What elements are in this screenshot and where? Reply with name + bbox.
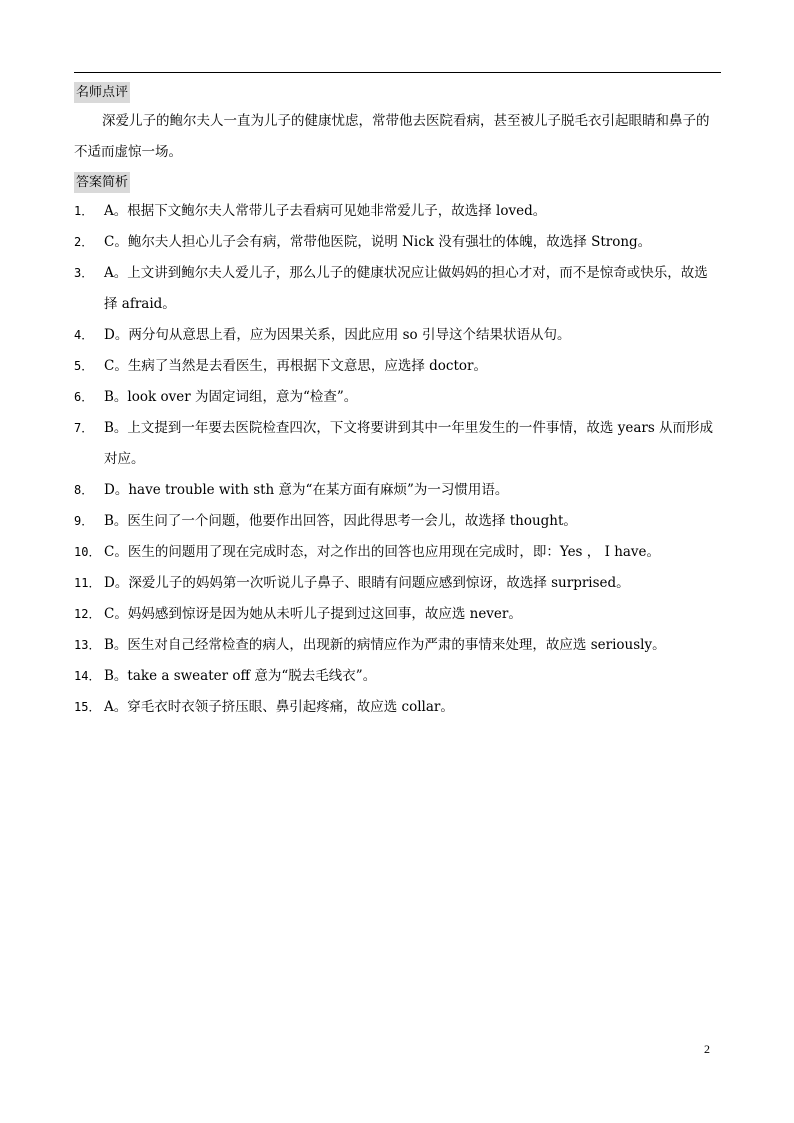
answer-text: C。妈妈感到惊讶是因为她从未听儿子提到过这回事，故应选 never。 [104, 606, 522, 622]
answer-item [74, 196, 721, 227]
answer-item [74, 475, 721, 506]
answer-item [74, 351, 721, 382]
answer-item [74, 599, 721, 630]
review-text: 深爱儿子的鲍尔夫人一直为儿子的健康忧虑，常带他去医院看病，甚至被儿子脱毛衣引起眼睛和鼻子的不适而虚惊一场。 [74, 113, 710, 160]
answer-text: B。上文提到一年要去医院检查四次，下文将要讲到其中一年里发生的一件事情，故选 years 从而形成对应。 [104, 420, 714, 467]
answer-number: 9． [74, 514, 94, 528]
answer-item [74, 413, 721, 475]
answer-text: D。深爱儿子的妈妈第一次听说儿子鼻子、眼睛有问题应感到惊讶，故选择 surprised。 [104, 575, 630, 591]
answer-text: B。take a sweater off 意为“脱去毛线衣”。 [104, 668, 377, 684]
answer-number: 8． [74, 483, 94, 497]
answer-number: 4． [74, 328, 94, 342]
answer-text: C。医生的问题用了现在完成时态，对之作出的回答也应用现在完成时，即：Yes ， I have。 [104, 544, 661, 560]
header-rule [74, 72, 721, 73]
answer-number: 2． [74, 235, 94, 249]
answer-number: 15． [74, 700, 101, 714]
answer-text: C。鲍尔夫人担心儿子会有病，常带他医院，说明 Nick 没有强壮的体魄，故选择 Strong。 [104, 234, 652, 250]
review-label-row [74, 78, 721, 106]
answer-list [74, 196, 721, 723]
answer-text: D。have trouble with sth 意为“在某方面有麻烦”为一习惯用语。 [104, 482, 509, 498]
answer-item [74, 506, 721, 537]
answers-label-row [74, 168, 721, 196]
answer-item [74, 661, 721, 692]
answers-section-label: 答案简析 [74, 172, 130, 193]
answer-text: D。两分句从意思上看，应为因果关系，因此应用 so 引导这个结果状语从句。 [104, 327, 571, 343]
answer-item [74, 630, 721, 661]
answer-text: C。生病了当然是去看医生，再根据下文意思，应选择 doctor。 [104, 358, 487, 374]
answer-number: 11． [74, 576, 101, 590]
page-number: 2 [704, 1042, 710, 1056]
page-content [74, 78, 721, 723]
answer-number: 3． [74, 266, 94, 280]
answer-text: B。医生问了一个问题，他要作出回答，因此得思考一会儿，故选择 thought。 [104, 513, 577, 529]
answer-text: A。穿毛衣时衣领子挤压眼、鼻引起疼痛，故应选 collar。 [104, 699, 454, 715]
answer-item [74, 320, 721, 351]
answer-text: A。根据下文鲍尔夫人常带儿子去看病可见她非常爱儿子，故选择 loved。 [104, 203, 547, 219]
answer-text: B。look over 为固定词组，意为“检查”。 [104, 389, 358, 405]
answer-number: 14． [74, 669, 101, 683]
answer-text: A。上文讲到鲍尔夫人爱儿子，那么儿子的健康状况应让做妈妈的担心才对，而不是惊奇或快乐，故选择 afraid。 [104, 265, 708, 312]
answer-number: 6． [74, 390, 94, 404]
answer-number: 1． [74, 204, 94, 218]
answer-number: 5． [74, 359, 94, 373]
answer-item [74, 568, 721, 599]
answer-item [74, 382, 721, 413]
answer-item [74, 537, 721, 568]
answer-item [74, 258, 721, 320]
answer-text: B。医生对自己经常检查的病人，出现新的病情应作为严肃的事情来处理，故应选 seriously。 [104, 637, 666, 653]
answer-item [74, 692, 721, 723]
review-section-label: 名师点评 [74, 82, 130, 103]
answer-item [74, 227, 721, 258]
answer-number: 12． [74, 607, 101, 621]
answer-number: 7． [74, 421, 94, 435]
answer-number: 13． [74, 638, 101, 652]
answer-number: 10． [74, 545, 101, 559]
